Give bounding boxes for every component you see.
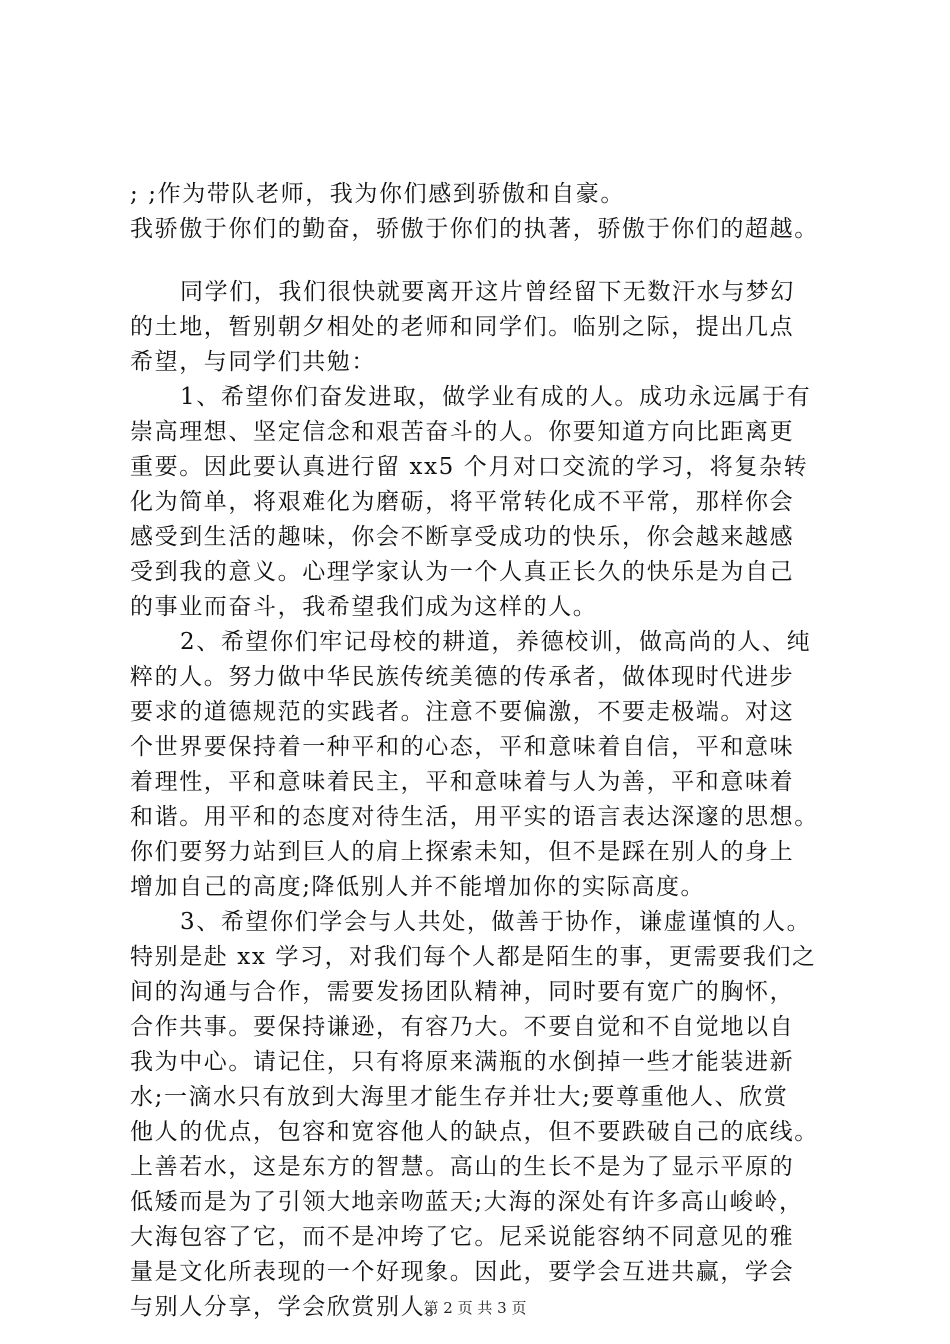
text-line: 着理性，平和意味着民主，平和意味着与人为善，平和意味着 (130, 769, 795, 795)
paragraph-gap (130, 247, 870, 275)
text-line: 水;一滴水只有放到大海里才能生存并壮大;要尊重他人、欣赏 (130, 1084, 789, 1110)
document-body (130, 177, 870, 1325)
paragraph-first-line: 1、希望你们奋发进取，做学业有成的人。成功永远属于有 (180, 384, 812, 410)
text-line: 希望，与同学们共勉： (130, 349, 376, 375)
text-line: 要求的道德规范的实践者。注意不要偏激，不要走极端。对这 (130, 699, 795, 725)
page-number-footer: 第 2 页 共 3 页 (423, 1299, 527, 1317)
text-line: 低矮而是为了引领大地亲吻蓝天;大海的深处有许多高山峻岭， (130, 1189, 804, 1215)
text-line: 量是文化所表现的一个好现象。因此，要学会互进共赢，学会 (130, 1259, 795, 1285)
text-line: 受到我的意义。心理学家认为一个人真正长久的快乐是为自己 (130, 559, 795, 585)
paragraph-first-line: 3、希望你们学会与人共处，做善于协作，谦虚谨慎的人。 (180, 909, 812, 935)
text-line: 大海包容了它，而不是冲垮了它。尼采说能容纳不同意见的雅 (130, 1224, 795, 1250)
text-line: 的土地，暂别朝夕相处的老师和同学们。临别之际，提出几点 (130, 314, 795, 340)
text-line: 上善若水，这是东方的智慧。高山的生长不是为了显示平原的 (130, 1154, 795, 1180)
paragraph-first-line: 同学们，我们很快就要离开这片曾经留下无数汗水与梦幻 (180, 279, 795, 305)
text-line: 增加自己的高度;降低别人并不能增加你的实际高度。 (130, 874, 706, 900)
text-line: 特别是赴 xx 学习，对我们每个人都是陌生的事，更需要我们之 (130, 944, 817, 970)
text-line: 感受到生活的趣味，你会不断享受成功的快乐，你会越来越感 (130, 524, 795, 550)
paragraph-first-line: 2、希望你们牢记母校的耕道，养德校训，做高尚的人、纯 (180, 629, 812, 655)
text-line: 和谐。用平和的态度对待生活，用平实的语言表达深邃的思想。 (130, 804, 819, 830)
text-line: 我为中心。请记住，只有将原来满瓶的水倒掉一些才能装进新 (130, 1049, 795, 1075)
text-line: 重要。因此要认真进行留 xx5 个月对口交流的学习，将复杂转 (130, 454, 809, 480)
text-line: 的事业而奋斗，我希望我们成为这样的人。 (130, 594, 598, 620)
text-line: 个世界要保持着一种平和的心态，平和意味着自信，平和意味 (130, 734, 795, 760)
text-line: 我骄傲于你们的勤奋，骄傲于你们的执著，骄傲于你们的超越。 (130, 216, 819, 242)
text-line: 粹的人。努力做中华民族传统美德的传承者，做体现时代进步 (130, 664, 795, 690)
text-line: 合作共事。要保持谦逊，有容乃大。不要自觉和不自觉地以自 (130, 1014, 795, 1040)
text-line: 崇高理想、坚定信念和艰苦奋斗的人。你要知道方向比距离更 (130, 419, 795, 445)
text-line: 他人的优点，包容和宽容他人的缺点，但不要跌破自己的底线。 (130, 1119, 819, 1145)
text-line: 间的沟通与合作，需要发扬团队精神，同时要有宽广的胸怀， (130, 979, 795, 1005)
text-line: 与别人分享，学会欣赏别人。 (130, 1294, 450, 1320)
text-line: 化为简单，将艰难化为磨砺，将平常转化成不平常，那样你会 (130, 489, 795, 515)
text-line: ; ;作为带队老师，我为你们感到骄傲和自豪。 (130, 181, 626, 207)
text-line: 你们要努力站到巨人的肩上探索未知，但不是踩在别人的身上 (130, 839, 795, 865)
